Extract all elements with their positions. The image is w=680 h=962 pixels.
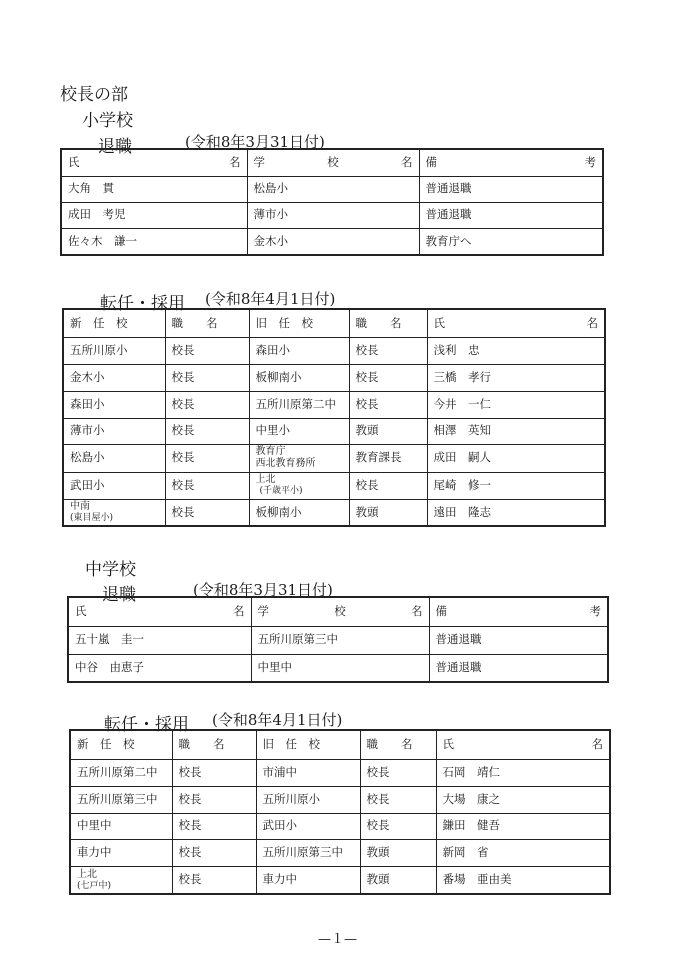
table-row bbox=[61, 228, 603, 255]
elementary-transfer-title: 転任・採用 bbox=[100, 294, 185, 314]
junior-transfer-table bbox=[69, 729, 611, 895]
cell-old-school: 五所川原第三中 bbox=[256, 839, 360, 866]
header-new-school: 新 任 校 bbox=[63, 309, 165, 337]
cell-new-school: 薄市小 bbox=[63, 418, 165, 444]
cell-name: 大角 貫 bbox=[61, 176, 247, 202]
cell-old-position: 教頭 bbox=[360, 839, 436, 866]
cell-old-school: 武田小 bbox=[256, 813, 360, 839]
cell-name: 大場 康之 bbox=[436, 786, 610, 813]
header-old-position: 職 名 bbox=[360, 730, 436, 759]
cell-name: 三橋 孝行 bbox=[427, 364, 605, 391]
cell-school: 金木小 bbox=[247, 228, 419, 255]
cell-remarks: 普通退職 bbox=[429, 626, 608, 654]
page-number: —１— bbox=[318, 932, 358, 947]
junior-transfer-title: 転任・採用 bbox=[104, 715, 189, 735]
cell-old-position: 校長 bbox=[349, 391, 427, 418]
cell-old-school: 板柳南小 bbox=[249, 364, 349, 391]
elementary-transfer-table bbox=[62, 308, 606, 527]
header-name: 氏 名 bbox=[61, 149, 247, 176]
cell-new-school: 武田小 bbox=[63, 472, 165, 499]
table-row bbox=[61, 202, 603, 228]
header-position: 職 名 bbox=[172, 730, 256, 759]
cell-old-position: 教頭 bbox=[349, 418, 427, 444]
cell-position: 校長 bbox=[172, 866, 256, 894]
table-row bbox=[63, 499, 605, 526]
table-header-row bbox=[61, 149, 603, 176]
new-school-line1: 中南 bbox=[70, 501, 90, 513]
cell-position: 校長 bbox=[172, 813, 256, 839]
header-new-school: 新 任 校 bbox=[70, 730, 172, 759]
cell-new-school: 森田小 bbox=[63, 391, 165, 418]
table-row bbox=[63, 364, 605, 391]
cell-position: 校長 bbox=[165, 391, 249, 418]
header-remarks: 備 考 bbox=[419, 149, 603, 176]
cell-new-school: 五所川原第三中 bbox=[70, 786, 172, 813]
header-school: 学 校 名 bbox=[251, 597, 429, 626]
cell-new-school: 五所川原第二中 bbox=[70, 759, 172, 786]
table-header-row bbox=[63, 309, 605, 337]
cell-new-school bbox=[63, 499, 165, 526]
header-old-school: 旧 任 校 bbox=[249, 309, 349, 337]
cell-remarks: 普通退職 bbox=[419, 176, 603, 202]
cell-position: 校長 bbox=[172, 759, 256, 786]
cell-new-school: 松島小 bbox=[63, 444, 165, 472]
cell-old-position: 校長 bbox=[349, 364, 427, 391]
header-name: 氏 名 bbox=[427, 309, 605, 337]
table-row bbox=[70, 786, 610, 813]
elementary-retire-date: (令和8年3月31日付) bbox=[185, 133, 325, 151]
cell-old-position: 校長 bbox=[349, 472, 427, 499]
table-row bbox=[63, 472, 605, 499]
cell-old-school: 五所川原第二中 bbox=[249, 391, 349, 418]
header-school: 学 校 名 bbox=[247, 149, 419, 176]
cell-old-position: 教育課長 bbox=[349, 444, 427, 472]
cell-position: 校長 bbox=[172, 786, 256, 813]
cell-name: 五十嵐 圭一 bbox=[68, 626, 251, 654]
cell-school: 中里中 bbox=[251, 654, 429, 682]
cell-position: 校長 bbox=[165, 499, 249, 526]
cell-name: 成田 考児 bbox=[61, 202, 247, 228]
cell-name: 鎌田 健吾 bbox=[436, 813, 610, 839]
new-school-line1: 上北 bbox=[77, 868, 97, 880]
table-row bbox=[63, 337, 605, 364]
cell-old-position: 校長 bbox=[360, 813, 436, 839]
table-row bbox=[68, 626, 608, 654]
cell-name: 今井 一仁 bbox=[427, 391, 605, 418]
old-school-line2: (千歳平小) bbox=[259, 486, 303, 497]
new-school-line2: (東目屋小) bbox=[70, 513, 114, 524]
header-name: 氏 名 bbox=[436, 730, 610, 759]
cell-new-school: 五所川原小 bbox=[63, 337, 165, 364]
header-old-position: 職 名 bbox=[349, 309, 427, 337]
junior-retire-date: (令和8年3月31日付) bbox=[193, 581, 333, 599]
cell-name: 尾崎 修一 bbox=[427, 472, 605, 499]
table-row bbox=[70, 759, 610, 786]
junior-transfer-date: (令和8年4月1日付) bbox=[212, 711, 343, 729]
cell-old-school: 板柳南小 bbox=[249, 499, 349, 526]
cell-new-school bbox=[70, 866, 172, 894]
cell-old-school: 森田小 bbox=[249, 337, 349, 364]
cell-new-school: 中里中 bbox=[70, 813, 172, 839]
cell-position: 校長 bbox=[165, 364, 249, 391]
junior-label: 中学校 bbox=[85, 560, 136, 580]
old-school-line1: 上北 bbox=[255, 474, 276, 486]
cell-name: 成田 嗣人 bbox=[427, 444, 605, 472]
cell-name: 浅利 忠 bbox=[427, 337, 605, 364]
elementary-retire-table bbox=[60, 148, 604, 256]
cell-school: 薄市小 bbox=[247, 202, 419, 228]
cell-remarks: 教育庁へ bbox=[419, 228, 603, 255]
table-row bbox=[68, 654, 608, 682]
cell-name: 新岡 省 bbox=[436, 839, 610, 866]
cell-school: 五所川原第三中 bbox=[251, 626, 429, 654]
cell-remarks: 普通退職 bbox=[419, 202, 603, 228]
cell-old-position: 校長 bbox=[360, 786, 436, 813]
cell-old-school: 五所川原小 bbox=[256, 786, 360, 813]
table-header-row bbox=[68, 597, 608, 626]
cell-old-position: 校長 bbox=[349, 337, 427, 364]
cell-new-school: 車力中 bbox=[70, 839, 172, 866]
cell-old-school bbox=[249, 444, 349, 472]
table-row bbox=[63, 391, 605, 418]
cell-name: 石岡 靖仁 bbox=[436, 759, 610, 786]
cell-name: 相澤 英知 bbox=[427, 418, 605, 444]
old-school-line1: 教育庁 bbox=[255, 446, 286, 457]
cell-position: 校長 bbox=[165, 337, 249, 364]
cell-remarks: 普通退職 bbox=[429, 654, 608, 682]
junior-retire-title: 退職 bbox=[102, 585, 136, 605]
cell-name: 遠田 隆志 bbox=[427, 499, 605, 526]
cell-old-school: 中里小 bbox=[249, 418, 349, 444]
cell-new-school: 金木小 bbox=[63, 364, 165, 391]
elementary-retire-title: 退職 bbox=[98, 137, 132, 157]
new-school-line2: (七戸中) bbox=[77, 880, 112, 891]
cell-position: 校長 bbox=[172, 839, 256, 866]
table-row bbox=[70, 866, 610, 894]
header-remarks: 備 考 bbox=[429, 597, 608, 626]
table-row bbox=[70, 813, 610, 839]
cell-old-position: 校長 bbox=[360, 759, 436, 786]
table-header-row bbox=[70, 730, 610, 759]
section-title: 校長の部 bbox=[60, 85, 128, 105]
cell-old-school: 車力中 bbox=[256, 866, 360, 894]
junior-retire-table bbox=[67, 596, 609, 683]
old-school-line2: 西北教育務所 bbox=[255, 458, 316, 469]
table-row bbox=[70, 839, 610, 866]
cell-old-position: 教頭 bbox=[349, 499, 427, 526]
cell-school: 松島小 bbox=[247, 176, 419, 202]
cell-name: 佐々木 謙一 bbox=[61, 228, 247, 255]
cell-old-school: 市浦中 bbox=[256, 759, 360, 786]
header-name: 氏 名 bbox=[68, 597, 251, 626]
table-row bbox=[61, 176, 603, 202]
elementary-label: 小学校 bbox=[82, 111, 133, 131]
cell-position: 校長 bbox=[165, 472, 249, 499]
cell-name: 中谷 由恵子 bbox=[68, 654, 251, 682]
cell-position: 校長 bbox=[165, 444, 249, 472]
cell-position: 校長 bbox=[165, 418, 249, 444]
header-old-school: 旧 任 校 bbox=[256, 730, 360, 759]
cell-old-school bbox=[249, 472, 349, 499]
table-row bbox=[63, 418, 605, 444]
cell-name: 番場 亜由美 bbox=[436, 866, 610, 894]
cell-old-position: 教頭 bbox=[360, 866, 436, 894]
elementary-transfer-date: (令和8年4月1日付) bbox=[205, 290, 336, 308]
header-position: 職 名 bbox=[165, 309, 249, 337]
table-row bbox=[63, 444, 605, 472]
